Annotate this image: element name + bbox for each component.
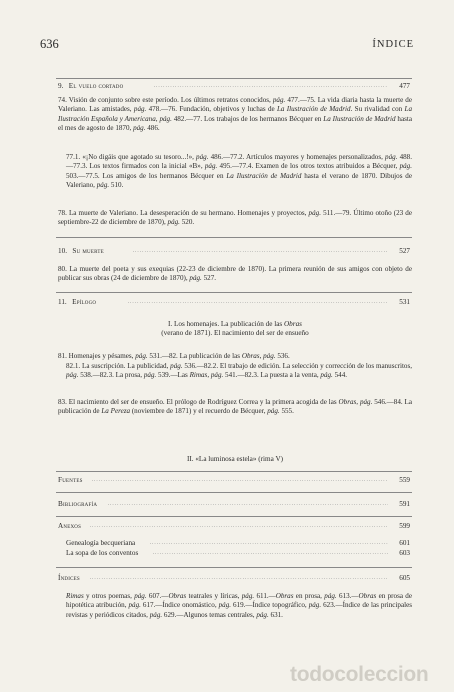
toc-entry-74: 74. Visión de conjunto sobre este período. Los últimos retratos conocidos, pág. 477.—75. La vida diaria hasta la muerte de Valeriano. Las amistades, pág. 478.—76. Fundación, objetivos y luchas de La Ilustración de Madrid. Su rivalidad con La Ilustración Española y Americana, pág. 482.—77. Los trabajos de los hermanos Bécquer en La Ilustración de Madrid hasta el mes de agosto de 1870, pág. 486.	[58, 96, 413, 133]
section-page: 527	[399, 247, 410, 255]
toc-entry-82-1: 82.1. La suscripción. La publicidad, pág. 536.—82.2. El trabajo de edición. La selección y corrección de los manuscritos, pág. 538.—82.3. La prosa, pág. 539.—Las Rimas, pág. 541.—82.3. La puesta a la venta, pág. 544.	[66, 362, 413, 380]
section-title: Su muerte	[72, 247, 104, 255]
subsection-heading-1: I. Los homenajes. La publicación de las Obras (verano de 1871). El nacimiento del ser de ensueño	[161, 320, 309, 338]
toc-entry-77-1: 77.1. «¡No digáis que agotado su tesoro...!», pág. 486.—77.2. Artículos mayores y homenajes personalizados, pág. 488.—77.3. Los textos firmados con la inicial «B», pág. 495.—77.4. Examen de los otros textos atribuidos a Bécquer, pág. 503.—77.5. Los amigos de los hermanos Bécquer en La Ilustración de Madrid hasta el verano de 1870. Dibujos de Valeriano, pág. 510.	[66, 153, 412, 190]
toc-entry-80: 80. La muerte del poeta y sus exequias (22-23 de diciembre de 1870). La primera reunión de sus amigos con objeto de publicar sus obras (24 de diciembre de 1870), pág. 527.	[58, 265, 412, 283]
divider	[56, 78, 412, 79]
section-title: Epílogo	[72, 298, 97, 306]
toc-entry-indices: Rimas y otros poemas, pág. 607.—Obras teatrales y líricas, pág. 611.—Obras en prosa, pág. 613.—Obras en prosa de hipotética atribución, pág. 617.—Índice onomástico, pág. 619.—Índice topográfico, pág. 623.—Índice de las principales revistas y periódicos citados, pág. 629.—Algunos temas centrales, pág. 631.	[66, 592, 412, 619]
divider	[56, 567, 412, 568]
divider	[56, 237, 412, 238]
section-title: El vuelo cortado	[68, 82, 124, 90]
subsection-heading-2: II. «La luminosa estela» (rima V)	[186, 455, 284, 463]
section-page: 477	[399, 82, 410, 90]
section-page: 531	[399, 298, 410, 306]
divider	[56, 492, 412, 493]
divider	[56, 471, 412, 472]
running-head: ÍNDICE	[372, 39, 414, 50]
toc-entry-83: 83. El nacimiento del ser de ensueño. El prólogo de Rodríguez Correa y la primera acogida de las Obras, pág. 546.—84. La publicación de La Pereza (noviembre de 1871) y el recuerdo de Bécquer, pág. 555.	[58, 398, 413, 416]
toc-entry-81: 81. Homenajes y pésames, pág. 531.—82. La publicación de las Obras, pág. 536.	[58, 352, 290, 360]
watermark-logo: todocoleccion	[290, 663, 429, 686]
page-number: 636	[40, 37, 59, 51]
toc-entry-78: 78. La muerte de Valeriano. La desesperación de su hermano. Homenajes y proyectos, pág. 511.—79. Último otoño (23 de septiembre-22 de diciembre de 1870), pág. 520.	[58, 209, 412, 227]
divider	[56, 292, 412, 293]
book-page: 636 ÍNDICE 9. El vuelo cortado 477 74. Visión de conjunto sobre este período. Los últimos retratos conocidos, pág. 477.—75. La vida diaria hasta la muerte de Valeriano. Las amistades, pág. 478.—76. Fundación, objetivos y luchas de La Ilustración de Madrid. Su rivalidad con La Ilustración Española y Americana, pág. 482.—77. Los trabajos de los hermanos Bécquer en La Ilustración de Madrid hasta el mes de agosto de 1870, pág. 486. 77.1. «¡No digáis que agotado su tesoro...!», pág. 486.—77.2. Artículos mayores y homenajes personalizados, pág. 488.—77.3. Los textos firmados con la inicial «B», pág. 495.—77.4. Examen de los otros textos atribuidos a Bécquer, pág. 503.—77.5. Los amigos de los hermanos Bécquer en La Ilustración de Madrid hasta el verano de 1870. Dibujos de Valeriano, pág. 510. 78. La muerte de Valeriano. La desesperación de su hermano. Homenajes y proyectos, pág. 511.—79. Último otoño (23 de septiembre-22 de diciembre de 1870), pág. 520. 10. Su muerte 527 80. La muerte del poeta y sus exequias (22-23 de diciembre de 1870). La primera reunión de sus amigos con objeto de publicar sus obras (24 de diciembre de 1870), pág. 527. 11. Epílogo 531 I. Los homenajes. La publicación de las Obras (verano de 1871). El nacimiento del ser de ensueño 81. Homenajes y pésames, pág. 531.—82. La publicación de las Obras, pág. 536. 82.1. La suscripción. La publicidad, pág. 536.—82.2. El trabajo de edición. La selección y corrección de los manuscritos, pág. 538.—82.3. La prosa, pág. 539.—Las Rimas, pág. 541.—82.3. La puesta a la venta, pág. 544. 83. El nacimiento del ser de ensueño. El prólogo de Rodríguez Correa y la primera acogida de las Obras, pág. 546.—84. La publicación de La Pereza (noviembre de 1871) y el recuerdo de Bécquer, pág. 555. II. «La luminosa estela» (rima V) Fuentes 559 Bibliografía 591 Anexos 599 Genealogía becqueriana 601 La sopa de los conventos 603 Índices 605 Rimas y otros poemas, pág. 607.—Obras teatrales y líricas, pág. 611.—Obras en prosa, pág. 613.—Obras en prosa de hipotética atribución, pág. 617.—Índice onomástico, pág. 619.—Índice topográfico, pág. 623.—Índice de las principales revistas y periódicos citados, pág. 629.—Algunos temas centrales, pág. 631. todocoleccion	[40, 37, 429, 686]
divider	[56, 516, 412, 517]
